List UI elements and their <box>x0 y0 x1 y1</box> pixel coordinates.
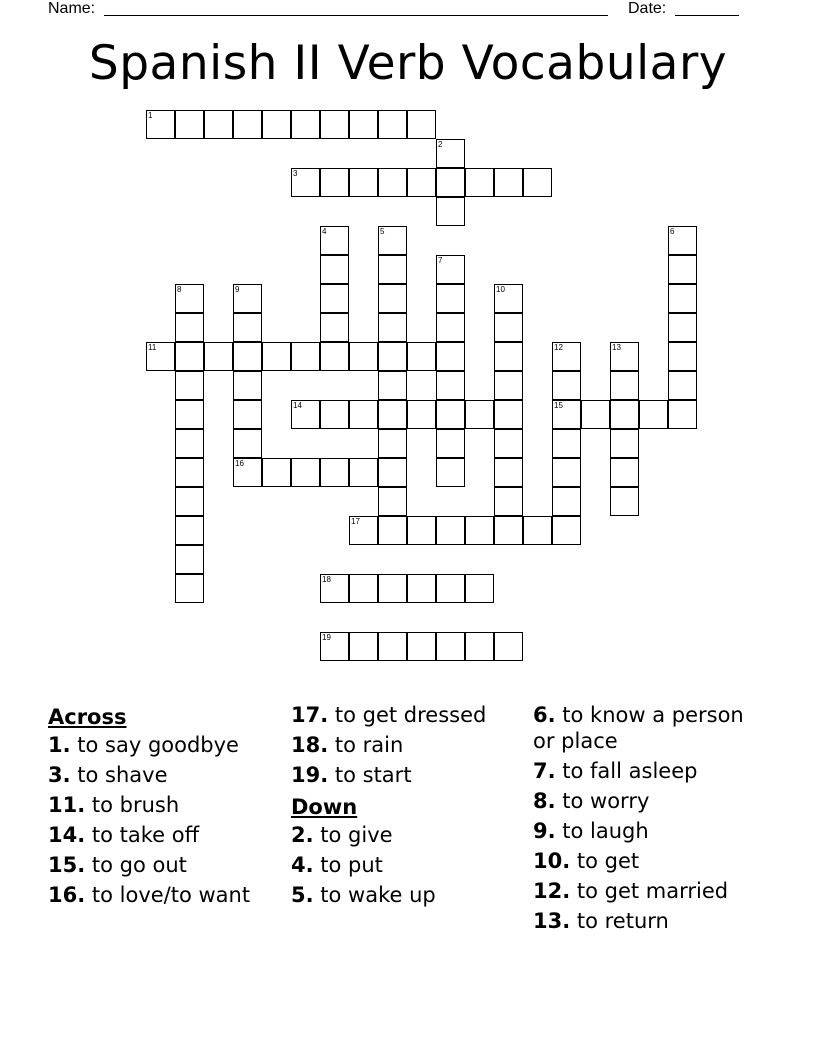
clue-text: to give <box>313 823 393 847</box>
grid-cell[interactable] <box>436 429 465 458</box>
grid-cell[interactable] <box>668 313 697 342</box>
grid-cell[interactable] <box>465 400 494 429</box>
grid-cell[interactable] <box>465 632 494 661</box>
clue-text: to say goodbye <box>70 733 239 757</box>
grid-cell[interactable] <box>320 110 349 139</box>
page-title: Spanish II Verb Vocabulary <box>88 36 728 91</box>
down-clue <box>291 852 523 878</box>
across-clue <box>48 852 280 878</box>
clue-number-label: 10 <box>496 285 505 294</box>
grid-cell[interactable] <box>175 516 204 545</box>
clue-number-label: 17 <box>351 517 360 526</box>
grid-cell[interactable] <box>320 168 349 197</box>
grid-cell[interactable] <box>349 342 378 371</box>
grid-cell[interactable] <box>465 168 494 197</box>
clue-text: to return <box>570 909 669 933</box>
grid-cell[interactable] <box>407 168 436 197</box>
across-clue <box>48 882 280 908</box>
clue-number-label: 12 <box>554 343 563 352</box>
across-heading: Across <box>48 705 127 729</box>
grid-cell[interactable] <box>175 371 204 400</box>
grid-cell[interactable] <box>465 516 494 545</box>
clue-number-label: 4 <box>322 227 327 236</box>
down-clue <box>533 818 765 844</box>
grid-cell[interactable] <box>320 400 349 429</box>
grid-cell[interactable] <box>378 429 407 458</box>
grid-cell[interactable] <box>378 313 407 342</box>
grid-cell[interactable] <box>146 342 175 371</box>
grid-cell[interactable] <box>494 458 523 487</box>
clue-column-3 <box>533 702 765 938</box>
grid-cell[interactable] <box>407 110 436 139</box>
grid-cell[interactable] <box>378 574 407 603</box>
clue-text: to brush <box>85 793 180 817</box>
down-clue <box>533 878 765 904</box>
clue-text: to get dressed <box>328 703 487 727</box>
grid-cell[interactable] <box>378 371 407 400</box>
clue-number-label: 3 <box>293 169 298 178</box>
grid-cell[interactable] <box>378 487 407 516</box>
grid-cell[interactable] <box>610 400 639 429</box>
clue-text: to put <box>313 853 383 877</box>
grid-cell[interactable] <box>349 168 378 197</box>
grid-cell[interactable] <box>610 371 639 400</box>
grid-cell[interactable] <box>407 400 436 429</box>
clue-text: to wake up <box>313 883 436 907</box>
clue-text: to start <box>328 763 412 787</box>
grid-cell[interactable] <box>552 371 581 400</box>
down-clue <box>533 702 765 754</box>
grid-cell[interactable] <box>552 487 581 516</box>
clue-number: 8. <box>533 789 556 813</box>
grid-cell[interactable] <box>291 400 320 429</box>
grid-cell[interactable] <box>320 255 349 284</box>
across-clue <box>48 732 280 758</box>
grid-cell[interactable] <box>233 400 262 429</box>
clue-number: 2. <box>291 823 314 847</box>
clue-number: 3. <box>48 763 71 787</box>
grid-cell[interactable] <box>494 429 523 458</box>
clue-number: 12. <box>533 879 571 903</box>
grid-cell[interactable] <box>320 574 349 603</box>
grid-cell[interactable] <box>494 487 523 516</box>
clue-number-label: 2 <box>438 140 443 149</box>
across-clue <box>291 702 523 728</box>
grid-cell[interactable] <box>494 168 523 197</box>
grid-cell[interactable] <box>262 342 291 371</box>
grid-cell[interactable] <box>320 313 349 342</box>
clue-number-label: 7 <box>438 256 443 265</box>
grid-cell[interactable] <box>349 516 378 545</box>
clue-number: 11. <box>48 793 86 817</box>
grid-cell[interactable] <box>552 429 581 458</box>
grid-cell[interactable] <box>436 313 465 342</box>
grid-cell[interactable] <box>378 284 407 313</box>
grid-cell[interactable] <box>668 371 697 400</box>
grid-cell[interactable] <box>291 110 320 139</box>
clue-number-label: 18 <box>322 575 331 584</box>
across-clue <box>291 762 523 788</box>
grid-cell[interactable] <box>610 342 639 371</box>
grid-cell[interactable] <box>552 516 581 545</box>
down-clue <box>533 908 765 934</box>
clue-number-label: 9 <box>235 285 240 294</box>
grid-cell[interactable] <box>436 574 465 603</box>
grid-cell[interactable] <box>233 110 262 139</box>
clue-number-label: 8 <box>177 285 182 294</box>
grid-cell[interactable] <box>233 313 262 342</box>
clue-number-label: 5 <box>380 227 385 236</box>
grid-cell[interactable] <box>407 632 436 661</box>
clue-number: 15. <box>48 853 86 877</box>
grid-cell[interactable] <box>668 226 697 255</box>
grid-cell[interactable] <box>436 458 465 487</box>
grid-cell[interactable] <box>494 632 523 661</box>
down-clue <box>291 882 523 908</box>
grid-cell[interactable] <box>523 516 552 545</box>
grid-cell[interactable] <box>378 110 407 139</box>
grid-cell[interactable] <box>668 255 697 284</box>
clue-number: 5. <box>291 883 314 907</box>
clue-number: 1. <box>48 733 71 757</box>
grid-cell[interactable] <box>581 400 610 429</box>
grid-cell[interactable] <box>320 226 349 255</box>
grid-cell[interactable] <box>175 284 204 313</box>
name-label: Name: <box>48 0 96 17</box>
clue-text: to get married <box>570 879 729 903</box>
grid-cell[interactable] <box>175 400 204 429</box>
grid-cell[interactable] <box>494 313 523 342</box>
grid-cell[interactable] <box>175 342 204 371</box>
clue-text: to worry <box>555 789 650 813</box>
grid-cell[interactable] <box>175 458 204 487</box>
across-clue <box>48 762 280 788</box>
grid-cell[interactable] <box>494 516 523 545</box>
clue-text: to know a person or place <box>533 703 744 753</box>
clue-number: 18. <box>291 733 329 757</box>
grid-cell[interactable] <box>378 226 407 255</box>
grid-cell[interactable] <box>552 458 581 487</box>
grid-cell[interactable] <box>436 284 465 313</box>
grid-cell[interactable] <box>639 400 668 429</box>
across-clue <box>48 792 280 818</box>
grid-cell[interactable] <box>552 400 581 429</box>
grid-cell[interactable] <box>320 342 349 371</box>
grid-cell[interactable] <box>610 487 639 516</box>
clue-number-label: 14 <box>293 401 302 410</box>
grid-cell[interactable] <box>262 458 291 487</box>
clue-number-label: 15 <box>554 401 563 410</box>
grid-cell[interactable] <box>378 458 407 487</box>
clue-number-label: 16 <box>235 459 244 468</box>
grid-cell[interactable] <box>407 516 436 545</box>
grid-cell[interactable] <box>465 574 494 603</box>
clue-text: to fall asleep <box>555 759 698 783</box>
grid-cell[interactable] <box>436 139 465 168</box>
grid-cell[interactable] <box>146 110 175 139</box>
clue-number: 13. <box>533 909 571 933</box>
clue-number: 19. <box>291 763 329 787</box>
grid-cell[interactable] <box>436 400 465 429</box>
grid-cell[interactable] <box>291 458 320 487</box>
grid-cell[interactable] <box>494 284 523 313</box>
down-heading: Down <box>291 795 358 819</box>
grid-cell[interactable] <box>610 429 639 458</box>
grid-cell[interactable] <box>610 458 639 487</box>
clue-text: to love/to want <box>85 883 251 907</box>
grid-cell[interactable] <box>204 342 233 371</box>
grid-cell[interactable] <box>233 371 262 400</box>
grid-cell[interactable] <box>349 574 378 603</box>
grid-cell[interactable] <box>175 545 204 574</box>
grid-cell[interactable] <box>378 342 407 371</box>
grid-cell[interactable] <box>233 429 262 458</box>
grid-cell[interactable] <box>291 342 320 371</box>
grid-cell[interactable] <box>407 342 436 371</box>
across-clue <box>48 822 280 848</box>
grid-cell[interactable] <box>378 255 407 284</box>
grid-cell[interactable] <box>349 110 378 139</box>
grid-cell[interactable] <box>291 168 320 197</box>
grid-cell[interactable] <box>262 110 291 139</box>
clue-text: to take off <box>85 823 200 847</box>
grid-cell[interactable] <box>378 400 407 429</box>
clue-number-label: 11 <box>148 343 157 352</box>
grid-cell[interactable] <box>320 284 349 313</box>
clue-number: 9. <box>533 819 556 843</box>
clue-column-2 <box>291 702 523 912</box>
grid-cell[interactable] <box>407 574 436 603</box>
grid-cell[interactable] <box>233 458 262 487</box>
clue-number-label: 1 <box>148 111 153 120</box>
grid-cell[interactable] <box>436 632 465 661</box>
grid-cell[interactable] <box>349 632 378 661</box>
down-clue <box>533 848 765 874</box>
clue-number-label: 6 <box>670 227 675 236</box>
date-label: Date: <box>628 0 667 17</box>
grid-cell[interactable] <box>668 284 697 313</box>
down-clue <box>533 788 765 814</box>
clue-text: to rain <box>328 733 404 757</box>
grid-cell[interactable] <box>436 371 465 400</box>
grid-cell[interactable] <box>552 342 581 371</box>
grid-cell[interactable] <box>378 632 407 661</box>
grid-cell[interactable] <box>320 458 349 487</box>
grid-cell[interactable] <box>436 168 465 197</box>
grid-cell[interactable] <box>436 516 465 545</box>
down-clue <box>291 822 523 848</box>
grid-cell[interactable] <box>175 487 204 516</box>
clue-number: 7. <box>533 759 556 783</box>
clue-number: 16. <box>48 883 86 907</box>
grid-cell[interactable] <box>523 168 552 197</box>
grid-cell[interactable] <box>175 429 204 458</box>
grid-cell[interactable] <box>233 342 262 371</box>
grid-cell[interactable] <box>320 632 349 661</box>
clue-number: 17. <box>291 703 329 727</box>
across-clue <box>291 732 523 758</box>
grid-cell[interactable] <box>233 284 262 313</box>
clue-text: to laugh <box>555 819 649 843</box>
grid-cell[interactable] <box>668 342 697 371</box>
clue-number: 6. <box>533 703 556 727</box>
grid-cell[interactable] <box>494 371 523 400</box>
grid-cell[interactable] <box>349 400 378 429</box>
grid-cell[interactable] <box>436 255 465 284</box>
grid-cell[interactable] <box>175 574 204 603</box>
grid-cell[interactable] <box>175 110 204 139</box>
grid-cell[interactable] <box>494 400 523 429</box>
grid-cell[interactable] <box>494 342 523 371</box>
clue-text: to shave <box>70 763 168 787</box>
clue-number-label: 19 <box>322 633 331 642</box>
clue-number: 14. <box>48 823 86 847</box>
grid-cell[interactable] <box>436 197 465 226</box>
grid-cell[interactable] <box>204 110 233 139</box>
clue-number: 4. <box>291 853 314 877</box>
clue-text: to get <box>570 849 640 873</box>
grid-cell[interactable] <box>349 458 378 487</box>
clue-number-label: 13 <box>612 343 621 352</box>
grid-cell[interactable] <box>378 168 407 197</box>
grid-cell[interactable] <box>378 516 407 545</box>
grid-cell[interactable] <box>436 342 465 371</box>
clue-number: 10. <box>533 849 571 873</box>
clue-column-1 <box>48 702 280 912</box>
down-clue <box>533 758 765 784</box>
clue-text: to go out <box>85 853 187 877</box>
grid-cell[interactable] <box>175 313 204 342</box>
grid-cell[interactable] <box>668 400 697 429</box>
